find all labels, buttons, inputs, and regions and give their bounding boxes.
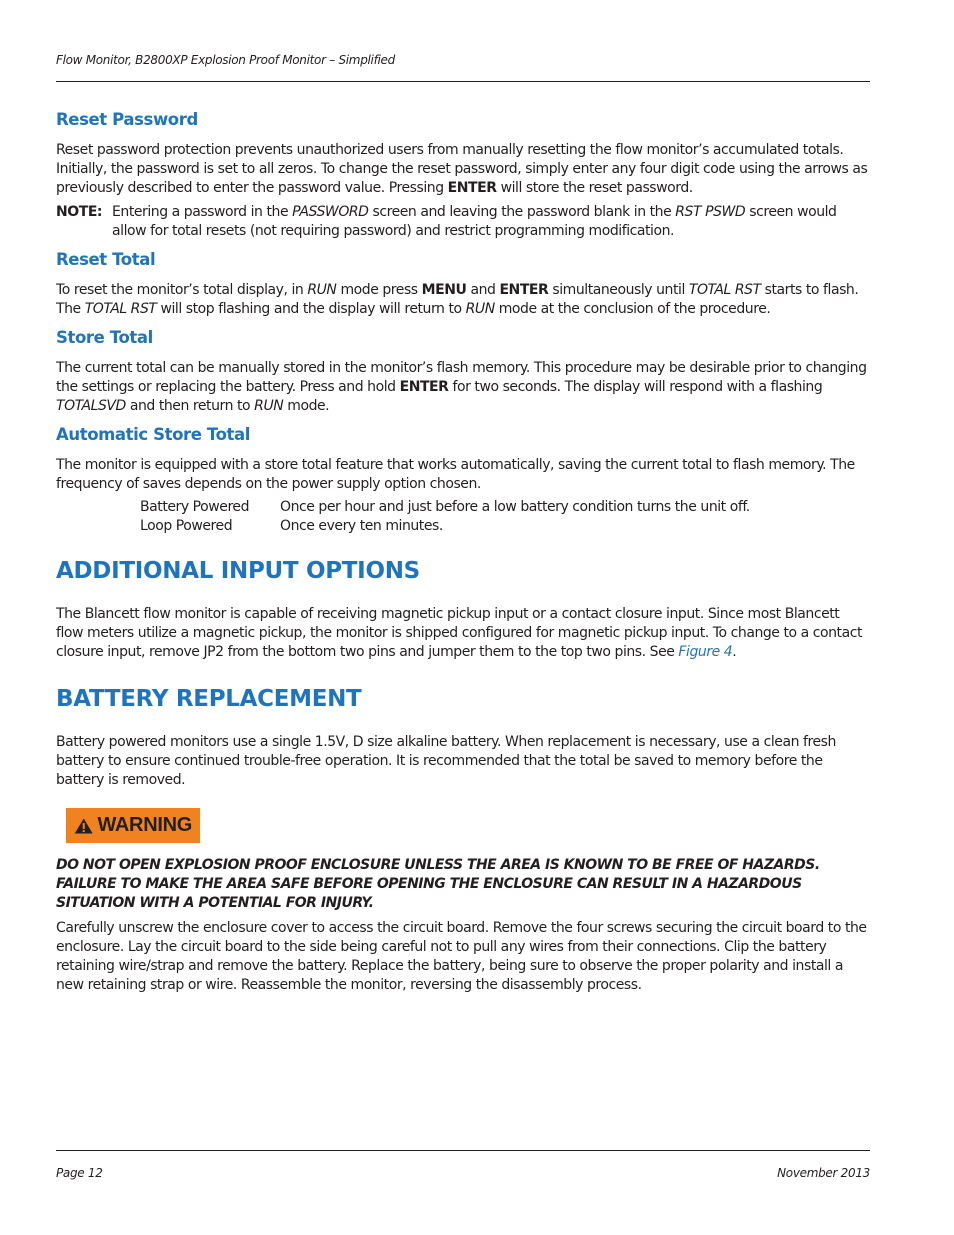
additional-input-options-heading: ADDITIONAL INPUT OPTIONS [56,558,420,584]
store-total-heading: Store Total [56,328,153,347]
note-text: Entering a password in the PASSWORD screen and leaving the password blank in the RST PSWD screen would allow for total resets (not requiring password) and restrict programming modification. [112,204,837,239]
store-total-body: The current total can be manually stored in the monitor’s flash memory. This procedure may be desirable prior to changing the settings or replacing the battery. Press and hold ENTER for two seconds. The display will respond with a flashing TOTALSVD and then return to RUN mode. [56,360,867,414]
publication-date: November 2013 [777,1166,870,1180]
reset-total-heading: Reset Total [56,250,156,269]
running-header: Flow Monitor, B2800XP Explosion Proof Monitor – Simplified [56,53,395,67]
battery-replacement-heading: BATTERY REPLACEMENT [56,686,362,712]
warning-banner [66,808,200,843]
footer-rule [56,1150,870,1151]
figure-4-link[interactable]: Figure 4 [678,644,733,660]
warning-label: WARNING [97,814,192,836]
option-value: Once every ten minutes. [280,518,443,534]
table-row [140,498,750,517]
warning-triangle-icon [74,815,93,837]
battery-procedure-body: Carefully unscrew the enclosure cover to access the circuit board. Remove the four screws securing the circuit board to the enclosure. Lay the circuit board to the side being careful not to pull any wires from their connections. Clip the battery retaining wire/strap and remove the battery. Replace the battery, being sure to observe the proper polarity and install a new retaining strap or wire. Reassemble the monitor, reversing the disassembly process. [56,920,867,993]
power-options-table [140,498,750,536]
page-content [56,109,870,995]
reset-password-note [56,203,870,241]
reset-total-body: To reset the monitor’s total display, in RUN mode press MENU and ENTER simultaneously until TOTAL RST starts to flash. The TOTAL RST will stop flashing and the display will return to RUN mode at the conclusion of the procedure. [56,282,859,317]
option-value: Once per hour and just before a low battery condition turns the unit off. [280,499,750,515]
reset-password-body: Reset password protection prevents unauthorized users from manually resetting the flow monitor’s accumulated totals. Initially, the password is set to all zeros. To change the reset password, simply enter any four digit code using the arrows as previously described to enter the password value. Pressing ENTER will store the reset password. [56,142,868,196]
warning-message: DO NOT OPEN EXPLOSION PROOF ENCLOSURE UNLESS THE AREA IS KNOWN TO BE FREE OF HAZARDS. FAILURE TO MAKE THE AREA SAFE BEFORE OPENING THE ENCLOSURE CAN RESULT IN A HAZARDOUS SITUATION WITH A POTENTIAL FOR INJURY. [56,857,820,911]
additional-input-body: The Blancett flow monitor is capable of receiving magnetic pickup input or a contact closure input. Since most Blancett flow meters utilize a magnetic pickup, the monitor is shipped configured for magnetic pickup input. To change to a contact closure input, remove JP2 from the bottom two pins and jumper them to the top two pins. See Figure 4. [56,606,862,660]
option-label: Loop Powered [140,518,233,534]
header-rule [56,81,870,82]
battery-replacement-body: Battery powered monitors use a single 1.5V, D size alkaline battery. When replacement is necessary, use a clean fresh battery to ensure continued trouble-free operation. It is recommended that the total be saved to memory before the battery is removed. [56,734,836,788]
option-label: Battery Powered [140,499,250,515]
reset-password-heading: Reset Password [56,110,198,129]
page-number: Page 12 [56,1166,103,1180]
note-label: NOTE: [56,204,103,220]
automatic-store-total-heading: Automatic Store Total [56,425,250,444]
automatic-store-total-body: The monitor is equipped with a store total feature that works automatically, saving the current total to flash memory. The frequency of saves depends on the power supply option chosen. [56,457,855,492]
table-row [140,517,750,536]
